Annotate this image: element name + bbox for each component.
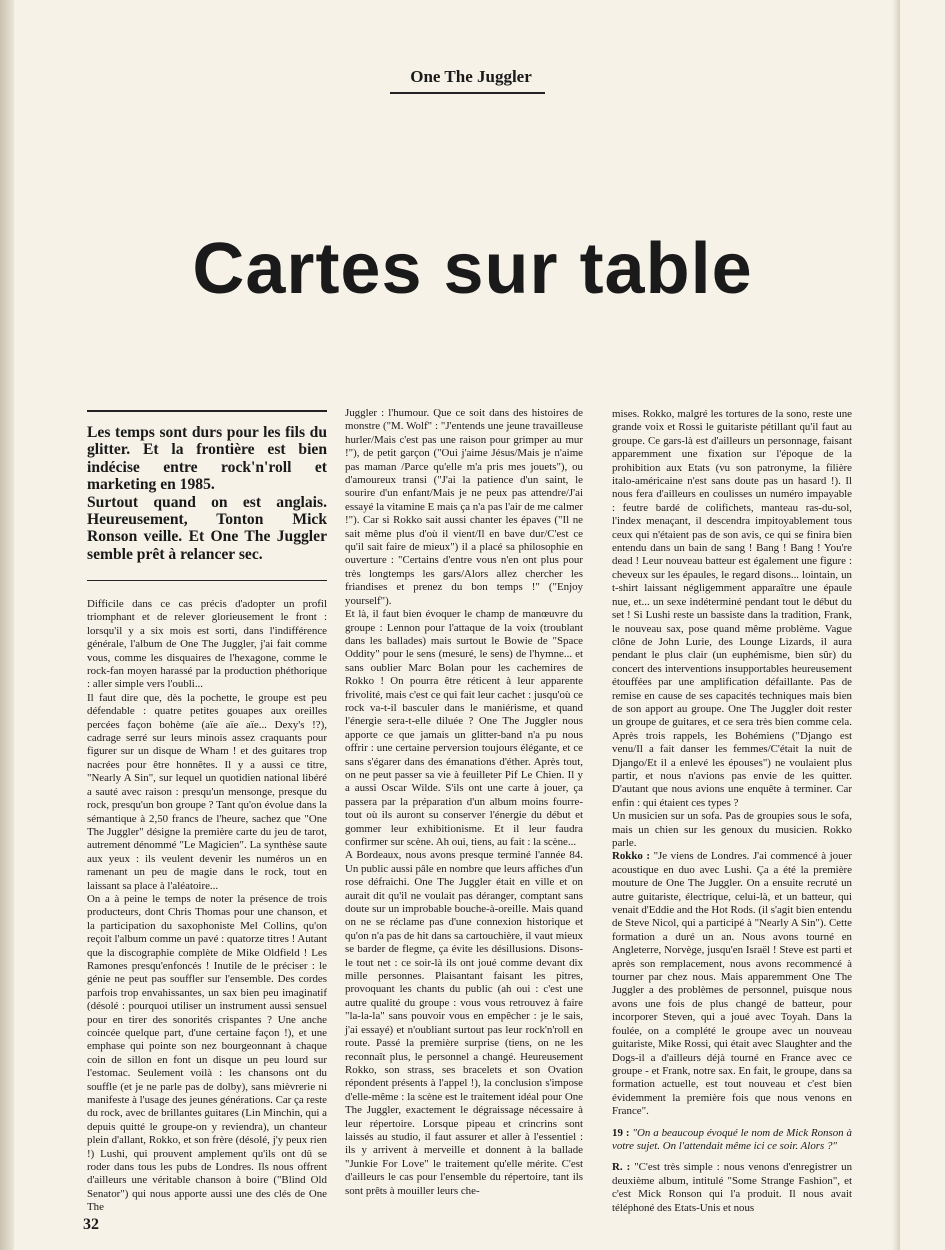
speaker-label: R. :: [612, 1161, 631, 1174]
body-column-1: [87, 598, 327, 1214]
rubric-underline: [390, 92, 545, 94]
page-edge-shadow: [892, 0, 900, 1250]
answer-text: "Je viens de Londres. J'ai commencé à jouer acoustique en duo avec Lushi. Ça a été la première mouture de One The Juggler. On a ensuite recruté un autre guitariste, électrique, celui-là, et un batteur, qui venait d'Eddie and the Hot Rods. (il s'agit bien entendu de Steve Nicol, qui a participé à "Nearly A Sin"). Cette formation a duré un an. Nous avons tourné en Angleterre, Norvège, jusqu'en Israël ! Steve est parti et après son remplacement, nous avons recommencé à tourner par chez nous. Mais apparemment One The Juggler a des problèmes de personnel, puisque nous avons une fois de plus changé de batteur, pour incorporer Steven, qui a joué avec Toyah. Dans la foulée, on a complété le groupe avec un nouveau guitariste, Mike Rossi, qui était avec Slaughter and the Dogs-il a d'ailleurs déjà tourné en France avec ce groupe - et Frank, notre sax. En fait, le groupe, dans sa formation actuelle, est tout nouveau et c'est bien évidemment la première fois que nous venons en France".: [612, 850, 852, 1118]
lead-bottom-rule: [87, 580, 327, 581]
body-paragraph: Un musicien sur un sofa. Pas de groupies sous le sofa, mais un chien sur les genoux du musicien. Rokko parle.: [612, 810, 852, 849]
body-column-2: [345, 407, 583, 1205]
speaker-label: 19 :: [612, 1126, 630, 1139]
body-paragraph: Il faut dire que, dès la pochette, le groupe est peu défendable : quatre petites gouapes aux oreilles percées façon bohème (aïe aïe aïe... Dexy's !?), cadrage serré sur leurs minois assez craquants pour figurer sur un disque de Wham ! et des guitares trop nacrées pour être honnêtes. Il y a aussi ce titre, "Nearly A Sin", sur lequel un quotidien national libéré a sauté avec raison : presqu'un mensonge, presque du rock, presqu'un bon groupe ? Tant qu'on évolue dans la sémantique à 2,50 francs de l'heure, sachez que "One The Juggler" désigne la première carte du jeu de tarot, autrement dénommé "Le Magicien". La synthèse saute aux yeux : ils veulent devenir les numéros un en ramenant un peu de magie dans le rock, tout en laissant sa place à l'aléatoire...: [87, 691, 327, 892]
body-paragraph: Juggler : l'humour. Que ce soit dans des histoires de monstre ("M. Wolf" : "J'entends une jeune travailleuse hurler/Mais c'est pas une raison pour grimper au mur !"), de petit garçon ("Oui j'aime Jésus/Mais je n'aime pas maman /Parce qu'elle m'a pris mes jouets"), ou d'amoureux transi ("J'ai la patience d'un saint, le sourire d'un enfant/Mais je ne peux pas attendre/J'ai essayé la vitamine E mais ça n'a pas l'air de me calmer !"). Car si Rokko sait aussi chanter les épaves ("Il ne sait même plus d'où il vient/Il en bave dur/C'est ce qu'il sait faire de mieux") il a placé sa philosophie en ouverture : "Certains d'entre vous n'en ont plus pour très longtemps les gars/Alors allez chercher les friandises et prenez du bon temps !" ("Enjoy yourself").: [345, 407, 583, 607]
answer-text: "C'est très simple : nous venons d'enregistrer un deuxième album, intitulé "Some Strange Fashion", et c'est Mick Ronson qui l'a produit. Il nous avait téléphoné des Etats-Unis et nous: [612, 1161, 853, 1214]
interview-question: [612, 1127, 852, 1154]
body-paragraph: Et là, il faut bien évoquer le champ de manœuvre du groupe : Lennon pour l'attaque de la voix (troublant dans les ballades) mais surtout le Bowie de "Space Oddity" pour le sens (mesuré, le sens) de l'hymne... et sans oublier Marc Bolan pour les cachemires de Rokko ! On pourra être réticent à leur apparente frivolité, mais c'est ce qui fait leur cachet : jusqu'où ce rock va-t-il basculer dans le maniérisme, et quand l'énergie sera-t-elle diluée ? One The Juggler nous apporte ce que jamais un glitter-band n'a pu nous offrir : une certaine perversion toujours élégante, et ce sans s'égarer dans des émanations d'éther. Après tout, on ne peut passer sa vie à feuilleter Pif Le Chien. Il y a aussi Oscar Wilde. S'ils ont une carte à jouer, ça passera par la préparation d'un album moins fourre-tout où ils auront su conserver l'énergie du début et gommer leur exhibitionisme. Et il leur faudra confirmer sur scène. Ah oui, tiens, au fait : la scène...: [345, 608, 583, 848]
lead-paragraph: Les temps sont durs pour les fils du glitter. Et la frontière est bien indécise entre rock'n'roll et marketing en 1985.: [87, 424, 327, 494]
question-text: "On a beaucoup évoqué le nom de Mick Ronson à votre sujet. On l'attendait même ici ce soir. Alors ?": [612, 1126, 852, 1152]
article-headline: Cartes sur table: [192, 229, 753, 309]
interview-answer: [612, 1161, 852, 1215]
body-paragraph: Difficile dans ce cas précis d'adopter un profil triomphant et de relever glorieusement le front : lorsqu'il y a six mois est sorti, dans l'indifférence générale, l'album de One The Juggler, j'ai fait comme vous, comme les disquaires de l'hexagone, comme le rock-fan moyen harassé par la production phéthorique : aller simple vers l'oubli...: [87, 598, 327, 691]
lead-top-rule: [87, 410, 327, 412]
section-rubric: One The Juggler: [410, 67, 532, 86]
interview-answer-rokko: [612, 850, 852, 1118]
page-number: 32: [83, 1216, 99, 1233]
body-paragraph: On a à peine le temps de noter la présence de trois producteurs, dont Chris Thomas pour une chanson, et la participation du saxophoniste Mel Collins, qu'on reçoit l'album comme un pavé : quatorze titres ! Autant que la discographie complète de Mike Oldfield ! Les Ramones presqu'enfoncés ! Inutile de le préciser : le génie ne peut pas souffler sur l'ensemble. Des cordes parfois trop envahissantes, un sax bien peu imaginatif (désolé : pourquoi utiliser un instrument aussi sensuel pour en tirer des sonorités crispantes ? Une anche coincée quelque part, d'une certaine façon !), et une emphase qui pointe son nez bourgeonnant à chaque coin de sillon en font un disque un peu lourd sur l'estomac. Seulement voilà : les chansons ont du souffle (et je ne parle pas de dolby), sans mièvrerie ni manifeste à l'usage des jeunes générations. Car ça reste du rock, avec de brillantes guitares (Lin Minchin, qui a depuis quitté le groupe-on y reviendra), un chanteur plein d'allant, Rokko, et son frère (désolé, j'y peux rien !) Lushi, qui prouvent amplement qu'ils ont dû se roder dans tous les pubs de Londres. Ils nous offrent d'ailleurs une véritable chanson à boire ("Blind Old Senator") qui nous apporte aussi une des clés de One The: [87, 892, 327, 1214]
body-column-3: [612, 408, 853, 1214]
page-spine-shadow: [0, 0, 14, 1250]
article-lead: [87, 424, 327, 563]
speaker-label: Rokko :: [612, 850, 651, 863]
lead-paragraph: Surtout quand on est anglais. Heureusement, Tonton Mick Ronson veille. Et One The Juggler semble prêt à relancer sec.: [87, 493, 327, 563]
body-paragraph: A Bordeaux, nous avons presque terminé l'année 84. Un public aussi pâle en nombre que leurs affiches d'un rose défraichi. One The Juggler était en ville et on aurait dit qu'il ne voulait pas déranger, comptant sans doute sur un improbable bouche-à-oreille. Mais quand on ne se réclame pas d'une connexion historique et qu'on n'a pas de hit dans sa cartouchière, il vaut mieux se barder de flegme, ça évite les désillusions. Disons-le tout net : ce soir-là ils ont joué comme devant dix mille personnes. Plaisantant faisant les pitres, provoquant les chants du public (ah oui : c'est une autre qualité du groupe : vous vous retrouvez à faire "la-la-la" sans pouvoir vous en empêcher : je le sais, j'ai essayé) et n'oubliant surtout pas leur rock'n'roll en route. Passé la première surprise (tiens, on ne les reconnaît plus, le personnel a changé. Heureusement Rokko, son strass, ses bracelets et son Ovation répondent présents à l'appel !), la conclusion s'impose d'elle-même : la scène est le traitement idéal pour One The Juggler, exactement le dégraissage nécessaire à leur répertoire. Lorsque pipeau et crincrins sont laissés au studio, il faut assurer et aller à l'essentiel : ils y arrivent à merveille et donnent à la ballade "Junkie For Love" le traitement qu'elle mérite. C'est d'ailleurs le cas pour l'ensemble du répertoire, tant ils sont prêts à mouiller leurs che-: [345, 849, 583, 1197]
body-paragraph: mises. Rokko, malgré les tortures de la sono, reste une grande voix et Rossi le guitariste pétillant qu'il faut au groupe. Ce gars-là est d'ailleurs un personnage, faisant apparemment une fixation sur l'époque de la prohibition aux Etats (vu son patronyme, la filière italo-américaine n'est sans doute pas un hasard !). Il nous fera d'ailleurs en coulisses un numéro impayable : feutre bardé de colifichets, manteau ras-du-sol, l'index menaçant, il descendra impitoyablement tous ceux qui n'étaient pas de son avis, ce qui se finira bien entendu dans un bain de sang ! Bang ! Bang ! You're dead ! Leur nouveau batteur est également une figure : cheveux sur les épaules, le regard disons... lointain, un t-shirt laissant négligemment apparaître une épaule nue, et... un sexe indéterminé pendant tout le début du set ! Si Lushi reste un bassiste dans la tradition, Frank, le nouveau sax, pose quand même problème. Vague clône de John Lurie, des Lounge Lizards, il aura pendant le plus clair (un euphémisme, bien sûr) du concert des interventions insupportables heureusement étouffées par une amplification défaillante. Pas de remise en cause de ses capacités techniques mais bien de son apport au groupe. One The Juggler doit rester un groupe de guitares, et ce sera très bien comme cela. Après trois rappels, les Bohémiens ("Django est venu/Il a fait danser les femmes/C'était la nuit de Django/Et il a enlevé les épouses") ne voulaient plus partir, et nous n'avions pas envie de les quitter. D'autant que nous avions une enquête à terminer. Car enfin : qui étaient ces types ?: [612, 408, 852, 809]
